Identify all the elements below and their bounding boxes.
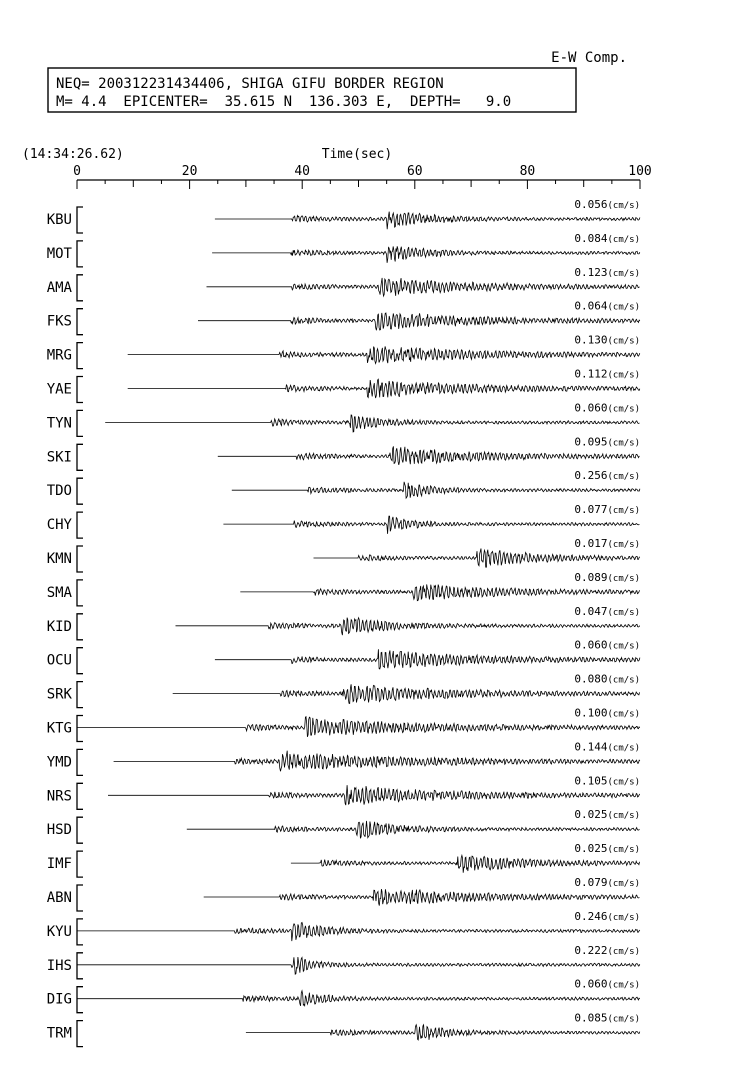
trace-ocu [47,639,640,674]
amplitude-unit: (cm/s) [607,506,640,517]
max-amplitude-value: 0.025 [574,808,608,822]
amplitude-bracket [77,444,83,470]
max-amplitude-label [574,469,640,482]
amplitude-bracket [77,512,83,538]
station-label: YMD [46,754,72,771]
waveform [215,212,640,230]
amplitude-bracket [77,241,83,267]
amplitude-bracket [77,377,83,403]
max-amplitude-value: 0.079 [574,876,608,889]
amplitude-bracket [77,410,83,436]
max-amplitude-value: 0.095 [574,435,608,449]
x-tick-label: 20 [181,164,198,179]
max-amplitude-label [574,910,640,923]
trace-ama [47,266,640,301]
waveform [187,821,640,839]
amplitude-bracket [77,953,83,979]
max-amplitude-label [574,266,640,279]
amplitude-bracket [77,614,83,640]
station-label: IHS [46,957,72,974]
amplitude-unit: (cm/s) [607,946,640,957]
waveform [198,313,640,330]
trace-srk [47,673,640,708]
station-label: ABN [46,890,72,906]
trace-group [47,198,640,1047]
max-amplitude-value: 0.144 [574,740,608,754]
amplitude-unit: (cm/s) [607,709,640,720]
station-label: MRG [46,347,72,364]
amplitude-unit: (cm/s) [607,1014,640,1025]
x-tick-label: 100 [628,164,652,179]
amplitude-unit: (cm/s) [607,540,640,550]
x-tick-label: 60 [406,164,423,179]
amplitude-bracket [77,309,83,335]
x-tick-label: 80 [519,164,536,179]
station-label: HSD [46,822,72,839]
trace-hsd [47,808,640,843]
waveform [128,346,640,363]
amplitude-bracket [77,919,83,945]
max-amplitude-label [574,842,640,855]
station-label: MOT [46,245,72,262]
amplitude-unit: (cm/s) [607,573,640,584]
station-label: DIG [46,991,72,1008]
waveform [232,482,640,498]
max-amplitude-value: 0.085 [574,1011,608,1025]
max-amplitude-value: 0.056 [574,198,608,211]
max-amplitude-label [574,707,640,720]
station-label: NRS [46,788,72,805]
amplitude-bracket [77,648,83,674]
max-amplitude-value: 0.060 [574,638,608,652]
event-id-line: NEQ= 200312231434406, SHIGA GIFU BORDER REGION [56,76,444,92]
x-tick-label: 0 [73,164,81,179]
amplitude-unit: (cm/s) [607,404,640,415]
amplitude-unit: (cm/s) [607,268,640,279]
station-label: TDO [46,483,72,500]
max-amplitude-value: 0.105 [574,774,608,788]
max-amplitude-value: 0.047 [574,604,608,618]
waveform [77,957,640,974]
station-label: KID [46,618,72,635]
trace-dig [47,978,640,1013]
amplitude-unit: (cm/s) [607,811,640,822]
x-axis-title: Time(sec) [321,147,393,162]
waveform [246,1025,640,1040]
trace-abn [47,876,640,911]
station-label: SMA [46,584,72,601]
max-amplitude-label [574,740,640,753]
amplitude-bracket [77,749,83,775]
amplitude-unit: (cm/s) [607,302,640,313]
station-label: SRK [46,686,72,703]
trace-yae [47,368,640,403]
trace-chy [47,503,640,538]
max-amplitude-value: 0.080 [574,672,608,686]
amplitude-unit: (cm/s) [607,472,640,483]
amplitude-unit: (cm/s) [607,438,640,449]
station-label: YAE [46,381,72,398]
max-amplitude-label [574,232,640,245]
trace-imf [47,842,640,877]
trace-sma [47,571,640,606]
waveform [218,446,640,465]
amplitude-unit: (cm/s) [607,336,640,347]
max-amplitude-label [574,605,640,618]
waveform [314,549,640,568]
waveform [105,415,639,432]
trace-tdo [47,469,640,504]
amplitude-bracket [77,716,83,742]
amplitude-unit: (cm/s) [607,912,640,923]
max-amplitude-label [574,198,640,211]
waveform [176,618,640,636]
trace-kid [47,605,640,640]
waveform [114,751,640,772]
amplitude-bracket [77,987,83,1013]
trace-ihs [47,944,640,979]
amplitude-unit: (cm/s) [607,879,640,889]
station-label: TRM [46,1025,72,1042]
amplitude-unit: (cm/s) [607,777,640,788]
time-axis [73,164,652,189]
trace-tyn [47,401,640,436]
amplitude-unit: (cm/s) [607,743,640,754]
max-amplitude-label [574,944,640,957]
waveform [173,684,640,703]
amplitude-bracket [77,682,83,708]
station-label: SKI [46,449,72,466]
station-label: KMN [46,551,72,567]
waveform [291,855,640,872]
max-amplitude-label [574,300,640,313]
station-label: OCU [46,652,72,669]
max-amplitude-label [574,774,640,787]
waveform [212,246,640,262]
max-amplitude-value: 0.017 [574,537,608,550]
max-amplitude-value: 0.130 [574,333,608,347]
max-amplitude-label [574,537,640,550]
start-time-label: (14:34:26.62) [22,147,124,162]
max-amplitude-label [574,401,640,414]
trace-ymd [47,740,640,775]
max-amplitude-value: 0.256 [574,469,608,483]
max-amplitude-label [574,503,640,516]
event-params-line: M= 4.4 EPICENTER= 35.615 N 136.303 E, DEPTH= 9.0 [56,94,512,110]
max-amplitude-label [574,876,640,889]
max-amplitude-value: 0.064 [574,299,608,313]
max-amplitude-label [574,808,640,821]
max-amplitude-value: 0.060 [574,977,608,991]
max-amplitude-value: 0.025 [574,842,608,856]
trace-kyu [47,910,640,945]
max-amplitude-label [574,435,640,448]
station-label: IMF [46,856,72,873]
amplitude-unit: (cm/s) [607,201,640,211]
waveform [207,278,640,296]
trace-mot [47,232,640,267]
max-amplitude-value: 0.246 [574,909,608,923]
max-amplitude-label [574,1012,640,1025]
amplitude-unit: (cm/s) [607,980,640,991]
max-amplitude-value: 0.123 [574,265,608,279]
amplitude-bracket [77,851,83,877]
max-amplitude-label [574,571,640,584]
station-label: KTG [46,720,72,737]
trace-ski [47,435,640,470]
waveform [108,785,640,805]
amplitude-bracket [77,885,83,911]
max-amplitude-value: 0.084 [574,231,608,245]
station-label: KYU [46,923,72,940]
waveform [223,516,639,534]
waveform [77,923,640,942]
trace-mrg [47,334,640,369]
trace-kbu [47,198,640,233]
max-amplitude-label [574,978,640,991]
trace-fks [47,300,640,335]
trace-nrs [47,774,640,809]
amplitude-unit: (cm/s) [607,234,640,245]
amplitude-bracket [77,783,83,809]
station-label: FKS [46,313,72,330]
max-amplitude-label [574,334,640,347]
amplitude-unit: (cm/s) [607,845,640,856]
station-label: TYN [46,415,72,432]
station-label: AMA [46,279,72,296]
amplitude-bracket [77,817,83,843]
station-label: KBU [46,212,72,228]
amplitude-unit: (cm/s) [607,370,640,381]
max-amplitude-value: 0.222 [574,943,608,957]
amplitude-bracket [77,546,83,572]
amplitude-bracket [77,580,83,606]
max-amplitude-label [574,673,640,686]
trace-kmn [47,537,640,572]
max-amplitude-value: 0.089 [574,570,608,584]
amplitude-bracket [77,478,83,504]
amplitude-unit: (cm/s) [607,607,640,618]
waveform [128,379,640,398]
amplitude-unit: (cm/s) [607,641,640,652]
station-label: CHY [46,517,72,534]
amplitude-bracket [77,1021,83,1047]
waveform [240,584,639,600]
x-tick-label: 40 [294,164,311,179]
amplitude-bracket [77,343,83,369]
component-label: E-W Comp. [551,50,627,66]
max-amplitude-value: 0.112 [574,367,608,381]
amplitude-bracket [77,275,83,301]
waveform [215,649,640,669]
waveform [204,889,640,906]
trace-ktg [47,707,640,742]
waveform [77,717,640,737]
max-amplitude-value: 0.077 [574,503,608,517]
max-amplitude-value: 0.060 [574,401,608,415]
amplitude-unit: (cm/s) [607,675,640,686]
waveform [77,991,640,1006]
max-amplitude-value: 0.100 [574,706,608,720]
amplitude-bracket [77,207,83,233]
max-amplitude-label [574,639,640,652]
trace-trm [47,1012,640,1047]
max-amplitude-label [574,368,640,381]
